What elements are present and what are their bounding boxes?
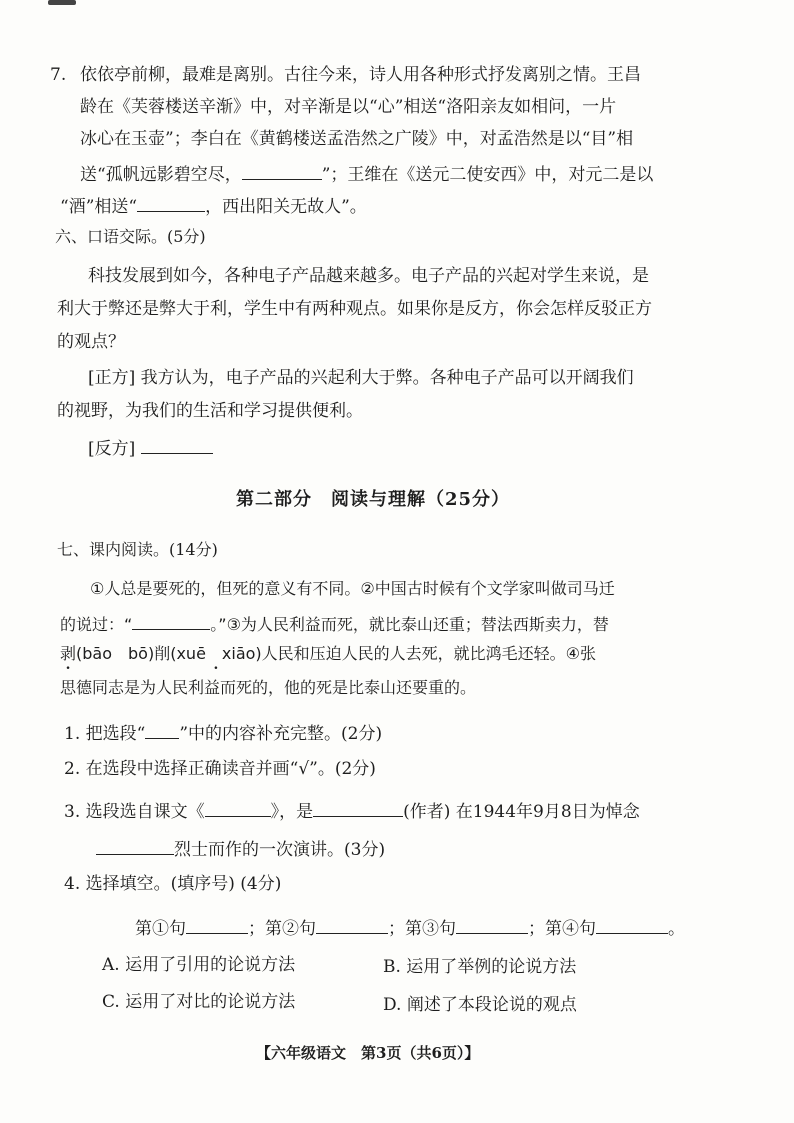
quote-blank[interactable]: [132, 613, 210, 630]
question-4: 4. 选择填空。(填序号) (4分): [64, 874, 282, 894]
section-6-pro-1: [正方] 我方认为，电子产品的兴起利大于弊。各种电子产品可以开阔我们: [88, 368, 634, 388]
q7-line-5: [60, 195, 367, 216]
q7-line-1: 依依亭前柳，最难是离别。古往今来，诗人用各种形式抒发离别之情。王昌: [80, 65, 641, 85]
question-3: [64, 800, 640, 821]
reading-line-2-start: 的说过：“: [60, 615, 133, 634]
reading-line-3-end: 人民和压迫人民的人去死，就比鸿毛还轻。④张: [261, 644, 597, 663]
pinyin-choice-2[interactable]: (xuē xiāo) •: [170, 644, 261, 663]
question-3-cont-text: 烈士而作的一次演讲。(3分): [174, 840, 386, 860]
question-1-start: 1. 把选段“: [64, 724, 146, 744]
option-c: C. 运用了对比的论说方法: [102, 992, 296, 1012]
q7-line-4-start: 送“孤帆远影碧空尽，: [80, 165, 242, 185]
section-6-con: [88, 437, 213, 458]
martyr-blank[interactable]: [96, 838, 174, 855]
q7-line-5-end: ，西出阳关无故人”。: [205, 197, 367, 217]
lesson-title-blank[interactable]: [205, 800, 271, 817]
option-d: D. 阐述了本段论说的观点: [383, 995, 577, 1015]
section-7-heading: 七、课内阅读。(14分): [57, 540, 218, 559]
section-6-para-2: 利大于弊还是弊大于利，学生中有两种观点。如果你是反方，你会怎样反驳正方: [57, 299, 652, 319]
part-2-title: 第二部分 阅读与理解（25分）: [236, 489, 511, 510]
q7-line-4-end: ”；王维在《送元二使安西》中，对元二是以: [321, 165, 654, 185]
option-b: B. 运用了举例的论说方法: [383, 957, 577, 977]
char-bo: 剥: [60, 644, 77, 663]
reading-line-1: ①人总是要死的，但死的意义有不同。②中国古时候有个文学家叫做司马迁: [90, 579, 615, 598]
slot-3-label: ；第③句: [388, 919, 456, 939]
page-footer: 【六年级语文 第3页（共6页）】: [256, 1044, 480, 1062]
slot-2-blank[interactable]: [316, 917, 388, 934]
q7-line-2: 龄在《芙蓉楼送辛渐》中，对辛渐是以“心”相送“洛阳亲友如相问，一片: [80, 97, 617, 117]
q7-line-5-start: “酒”相送“: [60, 197, 138, 217]
slot-4-blank[interactable]: [596, 917, 668, 934]
q7-number: 7.: [50, 65, 67, 85]
q7-blank-1[interactable]: [242, 163, 322, 180]
question-2: 2. 在选段中选择正确读音并画“√”。(2分): [64, 759, 376, 779]
question-3-start: 3. 选段选自课文《: [64, 802, 205, 822]
slot-1-blank[interactable]: [186, 917, 248, 934]
slot-4-label: ；第④句: [528, 919, 596, 939]
question-3-mid: 》，是: [270, 802, 314, 822]
question-1-end: ”中的内容补充完整。(2分): [179, 724, 383, 744]
section-6-pro-2: 的视野，为我们的生活和学习提供便利。: [57, 401, 363, 421]
section-6-heading: 六、口语交际。(5分): [55, 227, 206, 246]
author-blank[interactable]: [313, 800, 403, 817]
slot-end: 。: [668, 919, 685, 939]
scan-mark: [48, 0, 76, 5]
option-a: A. 运用了引用的论说方法: [102, 955, 296, 975]
question-3-cont: [96, 838, 385, 859]
section-6-para-1: 科技发展到如今，各种电子产品越来越多。电子产品的兴起对学生来说，是: [88, 266, 649, 286]
question-1-blank[interactable]: [145, 722, 179, 739]
reading-line-4: 思德同志是为人民利益而死的，他的死是比泰山还要重的。: [60, 678, 477, 697]
question-1: [64, 722, 382, 743]
section-6-para-3: 的观点？: [57, 332, 125, 352]
question-3-end: (作者) 在1944年9月8日为悼念: [403, 802, 640, 822]
reading-line-2-end: 。”③为人民利益而死，就比泰山还重；替法西斯卖力，替: [210, 615, 609, 634]
pinyin-choice-1[interactable]: (bāo bō): [76, 644, 155, 663]
q7-line-4: [80, 163, 653, 184]
char-xue: 削: [154, 644, 171, 663]
slot-2-label: ；第②句: [248, 919, 316, 939]
reading-line-2: [60, 613, 609, 633]
con-answer-blank[interactable]: [141, 437, 213, 454]
reading-line-3: [60, 646, 596, 662]
question-4-slots: [135, 917, 685, 938]
slot-1-label: 第①句: [135, 919, 186, 939]
q7-blank-2[interactable]: [137, 195, 205, 212]
slot-3-blank[interactable]: [456, 917, 528, 934]
q7-line-3: 冰心在玉壶”；李白在《黄鹤楼送孟浩然之广陵》中，对孟浩然是以“目”相: [80, 129, 634, 149]
con-label: [反方]: [88, 439, 136, 459]
